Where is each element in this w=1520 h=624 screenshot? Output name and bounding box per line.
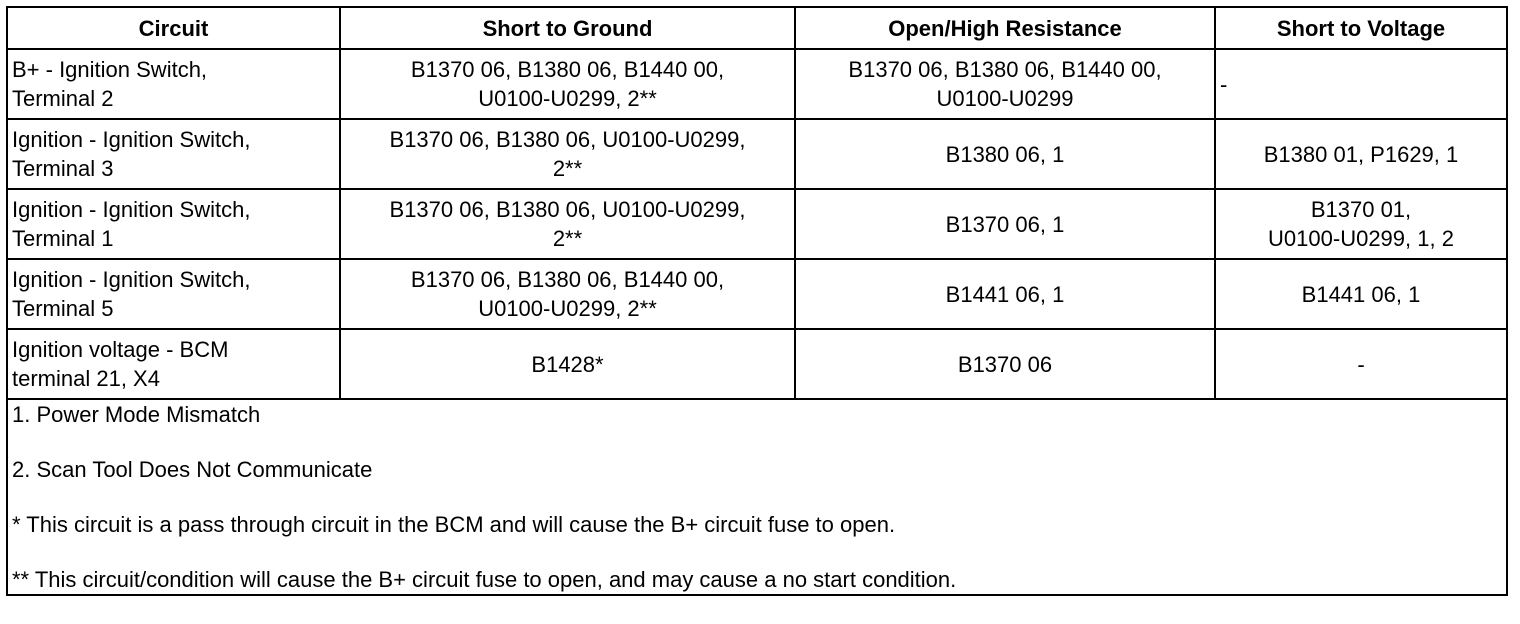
cell-line: Ignition - Ignition Switch, (12, 197, 251, 222)
cell-line: Terminal 5 (12, 296, 114, 321)
cell-line: terminal 21, X4 (12, 366, 160, 391)
cell-line: B1370 06, B1380 06, U0100-U0299, (389, 197, 746, 222)
circuit-cell (7, 259, 340, 329)
circuit-cell (7, 329, 340, 399)
notes-row (7, 399, 1507, 595)
cell-line: U0100-U0299 (936, 86, 1074, 111)
notes-cell (7, 399, 1507, 595)
cell-line: U0100-U0299, 2** (478, 296, 657, 321)
open-high-resistance-cell (795, 329, 1215, 399)
table-row (7, 49, 1507, 119)
cell-line: B1370 01, (1310, 197, 1412, 222)
header-open-high-resistance: Open/High Resistance (795, 7, 1215, 49)
cell-line: Terminal 1 (12, 226, 114, 251)
short-to-voltage-cell (1215, 49, 1507, 119)
cell-line: B1370 06, B1380 06, U0100-U0299, (389, 127, 746, 152)
cell-line: B+ - Ignition Switch, (12, 57, 208, 82)
table-row (7, 119, 1507, 189)
cell-line: B1428* (531, 351, 604, 377)
header-short-to-ground: Short to Ground (340, 7, 795, 49)
header-short-to-voltage: Short to Voltage (1215, 7, 1507, 49)
footnote: ** This circuit/condition will cause the B+ circuit fuse to open, and may cause a no start condition. (12, 567, 957, 592)
cell-line: B1441 06, 1 (1301, 281, 1421, 307)
cell-line: B1380 01, P1629, 1 (1263, 141, 1459, 167)
cell-line: 2** (552, 226, 583, 251)
cell-line: U0100-U0299, 2** (478, 86, 657, 111)
circuit-cell (7, 119, 340, 189)
cell-line: Terminal 3 (12, 156, 114, 181)
cell-line: - (1357, 351, 1365, 377)
open-high-resistance-cell (795, 259, 1215, 329)
open-high-resistance-cell (795, 119, 1215, 189)
short-to-ground-cell (340, 49, 795, 119)
circuit-cell (7, 189, 340, 259)
open-high-resistance-cell (795, 189, 1215, 259)
short-to-voltage-cell (1215, 119, 1507, 189)
cell-line: B1370 06, 1 (945, 211, 1065, 237)
footnote: 2. Scan Tool Does Not Communicate (12, 457, 373, 482)
footnote: 1. Power Mode Mismatch (12, 402, 261, 427)
short-to-voltage-cell (1215, 189, 1507, 259)
table-row (7, 259, 1507, 329)
short-to-ground-cell (340, 329, 795, 399)
short-to-ground-cell (340, 119, 795, 189)
cell-line: Ignition - Ignition Switch, (12, 127, 251, 152)
diagnostic-table (6, 6, 1508, 596)
cell-line: 2** (552, 156, 583, 181)
short-to-voltage-cell (1215, 259, 1507, 329)
footnote: * This circuit is a pass through circuit in the BCM and will cause the B+ circuit fuse to open. (12, 512, 896, 537)
header-row (7, 7, 1507, 49)
short-to-ground-cell (340, 259, 795, 329)
table-row (7, 329, 1507, 399)
cell-line: B1370 06 (957, 351, 1053, 377)
cell-line: B1370 06, B1380 06, B1440 00, (848, 57, 1162, 82)
cell-line: U0100-U0299, 1, 2 (1268, 226, 1454, 251)
circuit-cell (7, 49, 340, 119)
cell-line: - (1220, 71, 1228, 97)
short-to-ground-cell (340, 189, 795, 259)
header-circuit: Circuit (7, 7, 340, 49)
cell-line: Terminal 2 (12, 86, 114, 111)
cell-line: Ignition - Ignition Switch, (12, 267, 251, 292)
cell-line: B1441 06, 1 (945, 281, 1065, 307)
cell-line: B1370 06, B1380 06, B1440 00, (410, 57, 725, 82)
table-row (7, 189, 1507, 259)
cell-line: B1380 06, 1 (945, 141, 1065, 167)
cell-line: B1370 06, B1380 06, B1440 00, (410, 267, 725, 292)
cell-line: Ignition voltage - BCM (12, 337, 229, 362)
short-to-voltage-cell (1215, 329, 1507, 399)
open-high-resistance-cell (795, 49, 1215, 119)
